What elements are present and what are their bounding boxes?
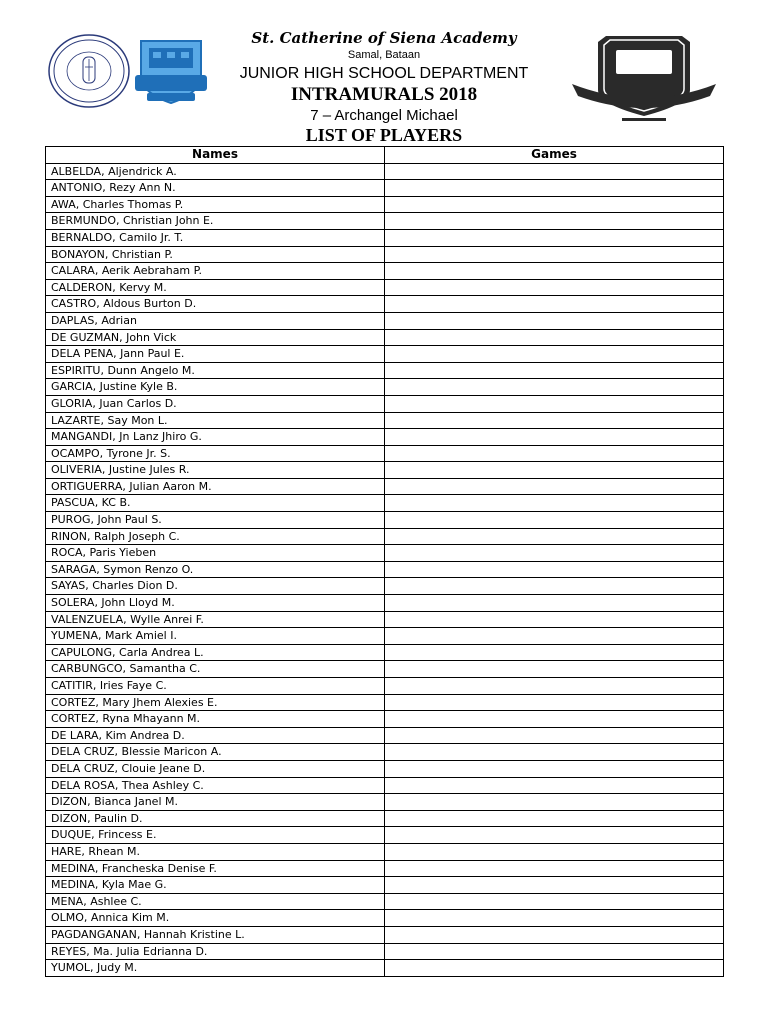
table-row xyxy=(46,628,724,645)
table-row xyxy=(46,744,724,761)
games-cell xyxy=(385,412,724,429)
player-name-cell: DAPLAS, Adrian xyxy=(46,312,385,329)
player-name-cell: SOLERA, John Lloyd M. xyxy=(46,595,385,612)
games-cell xyxy=(385,727,724,744)
player-name-cell: CAPULONG, Carla Andrea L. xyxy=(46,644,385,661)
table-row xyxy=(46,528,724,545)
games-cell xyxy=(385,777,724,794)
games-cell xyxy=(385,893,724,910)
player-name-cell: GLORIA, Juan Carlos D. xyxy=(46,395,385,412)
table-row xyxy=(46,229,724,246)
games-cell xyxy=(385,362,724,379)
table-row xyxy=(46,678,724,695)
player-name-cell: BONAYON, Christian P. xyxy=(46,246,385,263)
table-row xyxy=(46,777,724,794)
player-name-cell: AWA, Charles Thomas P. xyxy=(46,196,385,213)
games-cell xyxy=(385,528,724,545)
player-name-cell: CATITIR, Iries Faye C. xyxy=(46,678,385,695)
table-row xyxy=(46,312,724,329)
players-table xyxy=(45,146,724,977)
table-header-row xyxy=(46,147,724,164)
player-name-cell: CALDERON, Kervy M. xyxy=(46,279,385,296)
games-cell xyxy=(385,827,724,844)
table-row xyxy=(46,595,724,612)
player-name-cell: OLIVERIA, Justine Jules R. xyxy=(46,462,385,479)
table-row xyxy=(46,329,724,346)
table-row xyxy=(46,429,724,446)
games-cell xyxy=(385,810,724,827)
player-name-cell: PAGDANGANAN, Hannah Kristine L. xyxy=(46,926,385,943)
player-name-cell: DE LARA, Kim Andrea D. xyxy=(46,727,385,744)
games-cell xyxy=(385,744,724,761)
table-row xyxy=(46,711,724,728)
player-name-cell: DELA PENA, Jann Paul E. xyxy=(46,346,385,363)
table-row xyxy=(46,395,724,412)
games-cell xyxy=(385,312,724,329)
player-name-cell: SARAGA, Symon Renzo O. xyxy=(46,561,385,578)
table-row xyxy=(46,910,724,927)
document-title: LIST OF PLAYERS xyxy=(305,125,463,145)
table-row xyxy=(46,379,724,396)
player-name-cell: GARCIA, Justine Kyle B. xyxy=(46,379,385,396)
games-cell xyxy=(385,263,724,280)
games-cell xyxy=(385,611,724,628)
school-seal-icon xyxy=(47,33,131,109)
player-name-cell: CALARA, Aerik Aebraham P. xyxy=(46,263,385,280)
table-row xyxy=(46,760,724,777)
document-header xyxy=(212,28,556,125)
player-name-cell: ESPIRITU, Dunn Angelo M. xyxy=(46,362,385,379)
games-cell xyxy=(385,794,724,811)
table-row xyxy=(46,263,724,280)
table-row xyxy=(46,346,724,363)
table-row xyxy=(46,246,724,263)
table-row xyxy=(46,561,724,578)
games-cell xyxy=(385,478,724,495)
table-row xyxy=(46,545,724,562)
games-cell xyxy=(385,445,724,462)
player-name-cell: PUROG, John Paul S. xyxy=(46,512,385,529)
games-cell xyxy=(385,229,724,246)
player-name-cell: CASTRO, Aldous Burton D. xyxy=(46,296,385,313)
games-cell xyxy=(385,661,724,678)
table-row xyxy=(46,827,724,844)
player-name-cell: SAYAS, Charles Dion D. xyxy=(46,578,385,595)
table-row xyxy=(46,196,724,213)
player-name-cell: OCAMPO, Tyrone Jr. S. xyxy=(46,445,385,462)
table-row xyxy=(46,943,724,960)
player-name-cell: DE GUZMAN, John Vick xyxy=(46,329,385,346)
games-cell xyxy=(385,926,724,943)
games-cell xyxy=(385,711,724,728)
player-name-cell: ORTIGUERRA, Julian Aaron M. xyxy=(46,478,385,495)
player-name-cell: DIZON, Paulin D. xyxy=(46,810,385,827)
player-name-cell: CARBUNGCO, Samantha C. xyxy=(46,661,385,678)
player-name-cell: DIZON, Bianca Janel M. xyxy=(46,794,385,811)
table-row xyxy=(46,512,724,529)
table-row xyxy=(46,296,724,313)
games-cell xyxy=(385,678,724,695)
player-name-cell: CORTEZ, Ryna Mhayann M. xyxy=(46,711,385,728)
games-cell xyxy=(385,495,724,512)
games-cell xyxy=(385,279,724,296)
table-row xyxy=(46,611,724,628)
player-name-cell: ROCA, Paris Yieben xyxy=(46,545,385,562)
games-cell xyxy=(385,694,724,711)
player-name-cell: BERNALDO, Camilo Jr. T. xyxy=(46,229,385,246)
games-cell xyxy=(385,180,724,197)
table-row xyxy=(46,445,724,462)
player-name-cell: RINON, Ralph Joseph C. xyxy=(46,528,385,545)
table-row xyxy=(46,843,724,860)
one-scsa-badge-icon xyxy=(131,35,211,105)
players-table-body xyxy=(46,163,724,976)
table-row xyxy=(46,810,724,827)
table-row xyxy=(46,694,724,711)
table-row xyxy=(46,578,724,595)
games-cell xyxy=(385,760,724,777)
scsa-archangel-michael-shield-icon xyxy=(566,30,722,128)
table-row xyxy=(46,960,724,977)
school-address: Samal, Bataan xyxy=(347,49,421,61)
player-name-cell: CORTEZ, Mary Jhem Alexies E. xyxy=(46,694,385,711)
table-row xyxy=(46,362,724,379)
section-name: 7 – Archangel Michael xyxy=(310,107,458,124)
column-header-names: Names xyxy=(46,147,385,164)
player-name-cell: DELA CRUZ, Clouie Jeane D. xyxy=(46,760,385,777)
department-name: JUNIOR HIGH SCHOOL DEPARTMENT xyxy=(239,65,529,82)
player-name-cell: REYES, Ma. Julia Edrianna D. xyxy=(46,943,385,960)
games-cell xyxy=(385,512,724,529)
games-cell xyxy=(385,960,724,977)
games-cell xyxy=(385,545,724,562)
table-row xyxy=(46,163,724,180)
player-name-cell: PASCUA, KC B. xyxy=(46,495,385,512)
player-name-cell: DUQUE, Frincess E. xyxy=(46,827,385,844)
table-row xyxy=(46,213,724,230)
games-cell xyxy=(385,877,724,894)
school-name: St. Catherine of Siena Academy xyxy=(251,29,517,47)
games-cell xyxy=(385,910,724,927)
table-row xyxy=(46,727,724,744)
table-row xyxy=(46,661,724,678)
player-name-cell: MEDINA, Francheska Denise F. xyxy=(46,860,385,877)
player-name-cell: DELA CRUZ, Blessie Maricon A. xyxy=(46,744,385,761)
player-name-cell: LAZARTE, Say Mon L. xyxy=(46,412,385,429)
table-row xyxy=(46,893,724,910)
games-cell xyxy=(385,561,724,578)
player-name-cell: HARE, Rhean M. xyxy=(46,843,385,860)
player-name-cell: VALENZUELA, Wylle Anrei F. xyxy=(46,611,385,628)
games-cell xyxy=(385,595,724,612)
table-row xyxy=(46,279,724,296)
games-cell xyxy=(385,628,724,645)
table-row xyxy=(46,462,724,479)
games-cell xyxy=(385,329,724,346)
column-header-games: Games xyxy=(385,147,724,164)
games-cell xyxy=(385,860,724,877)
games-cell xyxy=(385,429,724,446)
games-cell xyxy=(385,246,724,263)
table-row xyxy=(46,926,724,943)
table-row xyxy=(46,180,724,197)
games-cell xyxy=(385,395,724,412)
player-name-cell: OLMO, Annica Kim M. xyxy=(46,910,385,927)
player-name-cell: ALBELDA, Aljendrick A. xyxy=(46,163,385,180)
player-name-cell: ANTONIO, Rezy Ann N. xyxy=(46,180,385,197)
player-name-cell: YUMOL, Judy M. xyxy=(46,960,385,977)
games-cell xyxy=(385,943,724,960)
table-row xyxy=(46,644,724,661)
games-cell xyxy=(385,462,724,479)
event-name: INTRAMURALS 2018 xyxy=(290,84,478,105)
player-name-cell: DELA ROSA, Thea Ashley C. xyxy=(46,777,385,794)
player-name-cell: BERMUNDO, Christian John E. xyxy=(46,213,385,230)
games-cell xyxy=(385,196,724,213)
games-cell xyxy=(385,346,724,363)
player-name-cell: MEDINA, Kyla Mae G. xyxy=(46,877,385,894)
table-row xyxy=(46,412,724,429)
player-name-cell: MENA, Ashlee C. xyxy=(46,893,385,910)
games-cell xyxy=(385,296,724,313)
games-cell xyxy=(385,644,724,661)
player-name-cell: YUMENA, Mark Amiel I. xyxy=(46,628,385,645)
player-name-cell: MANGANDI, Jn Lanz Jhiro G. xyxy=(46,429,385,446)
table-row xyxy=(46,794,724,811)
games-cell xyxy=(385,578,724,595)
games-cell xyxy=(385,379,724,396)
games-cell xyxy=(385,163,724,180)
table-row xyxy=(46,478,724,495)
table-row xyxy=(46,877,724,894)
table-row xyxy=(46,860,724,877)
games-cell xyxy=(385,843,724,860)
table-row xyxy=(46,495,724,512)
games-cell xyxy=(385,213,724,230)
